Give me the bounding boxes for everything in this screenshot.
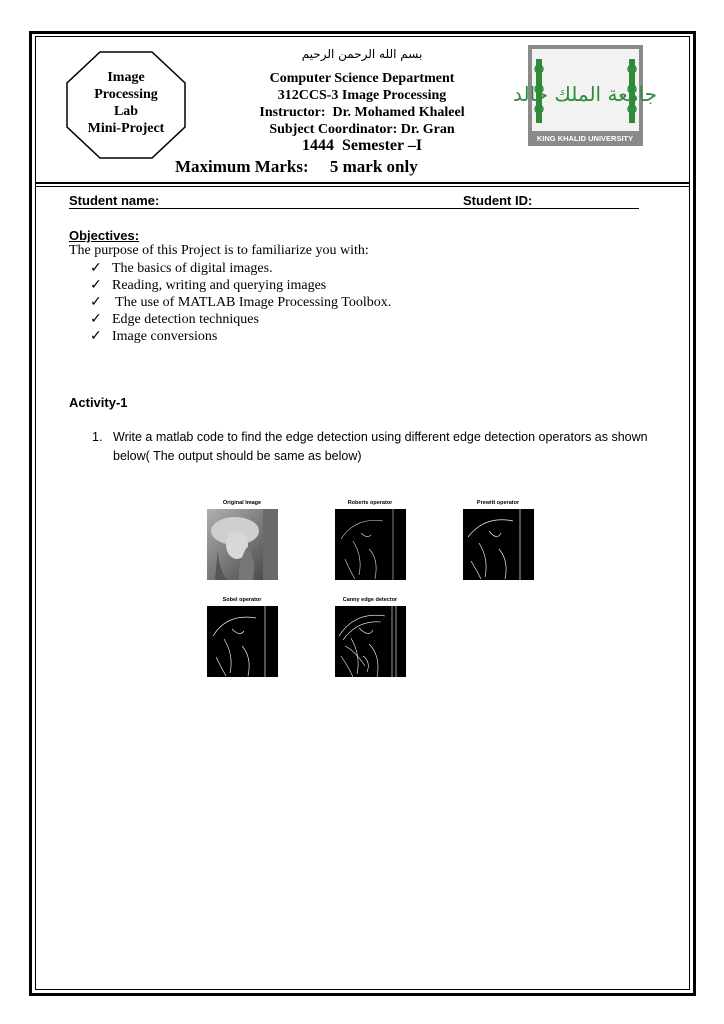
octagon-line: Image [107, 70, 145, 85]
figure-original-image [187, 500, 297, 580]
task-number: 1. [92, 430, 103, 444]
octagon-line: Mini-Project [87, 121, 165, 136]
semester: 1444 Semester –I [301, 137, 423, 154]
octagon-line: Processing [94, 87, 158, 102]
department: Computer Science Department [269, 71, 455, 86]
figure-caption: Roberts operator [347, 500, 393, 506]
canny-edge-image [335, 606, 406, 677]
octagon-line: Lab [113, 104, 139, 119]
logo-arabic: جامعة الملك خالد [513, 82, 657, 106]
figure-caption: Canny edge detector [342, 597, 398, 603]
figure-sobel [187, 597, 297, 677]
student-name-label: Student name: [69, 193, 160, 208]
sobel-edge-image [207, 606, 278, 677]
list-item [90, 294, 391, 311]
checkmark-icon: ✓ [90, 295, 102, 310]
figure-caption: Sobel operator [222, 597, 262, 603]
figure-canny [315, 597, 425, 677]
lena-original-image [207, 509, 278, 580]
objective-text: The use of MATLAB Image Processing Toolbox. [112, 295, 392, 310]
objectives-intro: The purpose of this Project is to familiarize you with: [69, 243, 369, 258]
student-id-label: Student ID: [463, 193, 533, 208]
objectives-list [90, 260, 391, 345]
objectives-heading: Objectives: [69, 228, 140, 243]
task-text: Write a matlab code to find the edge detection using different edge detection operators as shown below( The output should be same as below) [113, 430, 648, 463]
list-item [90, 311, 391, 328]
prewitt-edge-image [463, 509, 534, 580]
objective-text: Reading, writing and querying images [112, 278, 327, 293]
header-divider [35, 182, 690, 184]
list-item [90, 260, 391, 277]
header-divider-thin [35, 186, 690, 187]
checkmark-icon: ✓ [90, 278, 102, 293]
course-title: 312CCS-3 Image Processing [277, 88, 447, 103]
figure-caption: Prewitt operator [476, 500, 520, 506]
objective-text: The basics of digital images. [112, 261, 273, 276]
university-logo [513, 45, 657, 146]
objective-text: Edge detection techniques [112, 312, 259, 327]
activity-heading: Activity-1 [69, 395, 128, 410]
checkmark-icon: ✓ [90, 329, 102, 344]
octagon-text [66, 69, 186, 137]
checkmark-icon: ✓ [90, 312, 102, 327]
figure-roberts [315, 500, 425, 580]
list-item [90, 277, 391, 294]
max-marks: Maximum Marks: 5 mark only [175, 157, 418, 176]
coordinator: Subject Coordinator: Dr. Gran [269, 122, 455, 137]
instructor: Instructor: Dr. Mohamed Khaleel [259, 105, 465, 120]
list-item [90, 328, 391, 345]
checkmark-icon: ✓ [90, 261, 102, 276]
objective-text: Image conversions [112, 329, 218, 344]
basmala: بسم الله الرحمن الرحيم [301, 47, 423, 61]
logo-caption: KING KHALID UNIVERSITY [536, 134, 634, 143]
roberts-edge-image [335, 509, 406, 580]
figure-prewitt [443, 500, 553, 580]
student-info-underline [69, 208, 639, 209]
figure-caption: Original Image [222, 500, 262, 506]
